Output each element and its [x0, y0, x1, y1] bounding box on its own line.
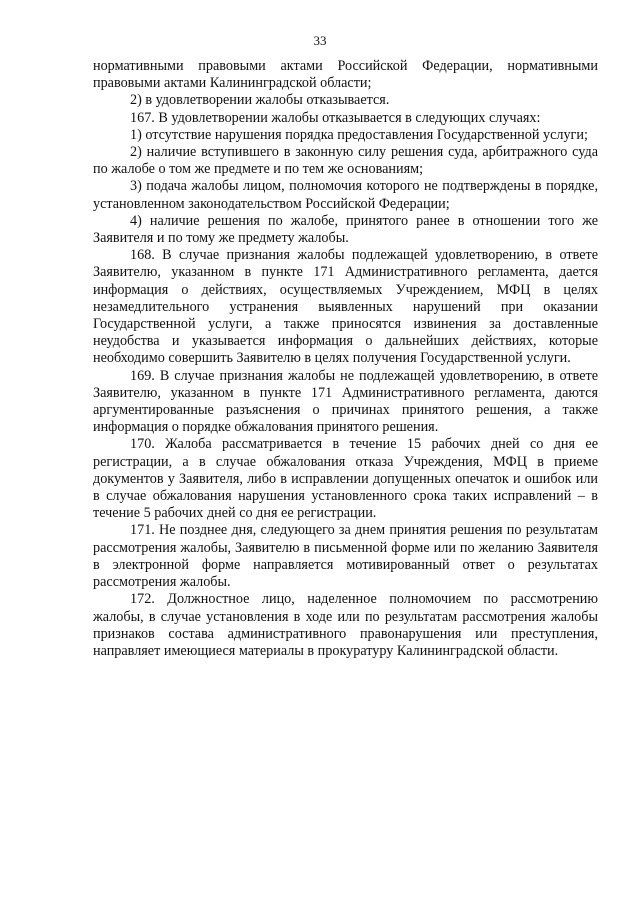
page-number: 33 — [313, 33, 327, 48]
paragraph-continuation: нормативными правовыми актами Российской Федерации, нормативными правовыми актами Калининградской области; — [93, 58, 598, 92]
paragraph-170: 170. Жалоба рассматривается в течение 15 рабочих дней со дня ее регистрации, а в случае обжалования отказа Учреждения, МФЦ в приеме документов у Заявителя, либо в исправлении допущенных опечаток и ошибок или в случае обжалования нарушения установленного срока таких исправлений – в течение 5 рабочих дней со дня ее регистрации. — [93, 436, 598, 522]
paragraph-171: 171. Не позднее дня, следующего за днем принятия решения по результатам рассмотрения жалобы, Заявителю в письменной форме или по желанию Заявителя в электронной форме направляется мотивированный ответ о результатах рассмотрения жалобы. — [93, 522, 598, 591]
paragraph-item-2-refused: 2) в удовлетворении жалобы отказывается. — [130, 92, 390, 109]
paragraph-167-item-1: 1) отсутствие нарушения порядка предоставления Государственной услуги; — [130, 126, 588, 143]
paragraph-167: 167. В удовлетворении жалобы отказывается в следующих случаях: — [130, 109, 541, 126]
paragraph-169: 169. В случае признания жалобы не подлежащей удовлетворению, в ответе Заявителю, указанном в пункте 171 Административного регламента, даются аргументированные разъяснения о причинах принятого решения, а также информация о порядке обжалования принятого решения. — [93, 367, 598, 436]
paragraph-172: 172. Должностное лицо, наделенное полномочием по рассмотрению жалобы, в случае установления в ходе или по результатам рассмотрения жалобы признаков состава административного правонарушения или преступления, направляет имеющиеся материалы в прокуратуру Калининградской области. — [93, 591, 598, 659]
paragraph-167-item-3: 3) подача жалобы лицом, полномочия которого не подтверждены в порядке, установленном законодательством Российской Федерации; — [93, 178, 598, 212]
paragraph-167-item-4: 4) наличие решения по жалобе, принятого ранее в отношении того же Заявителя и по тому же предмету жалобы. — [93, 212, 598, 247]
document-body — [93, 58, 598, 660]
paragraph-167-item-2: 2) наличие вступившего в законную силу решения суда, арбитражного суда по жалобе о том же предмете и по тем же основаниям; — [93, 144, 598, 178]
paragraph-168: 168. В случае признания жалобы подлежащей удовлетворению, в ответе Заявителю, указанном в пункте 171 Административного регламента, дается информация о действиях, осуществляемых Учреждением, МФЦ в целях незамедлительного устранения выявленных нарушений при оказании Государственной услуги, а также приносятся извинения за доставленные неудобства и указывается информация о дальнейших действиях, которые необходимо совершить Заявителю в целях получения Государственной услуги. — [93, 247, 598, 367]
